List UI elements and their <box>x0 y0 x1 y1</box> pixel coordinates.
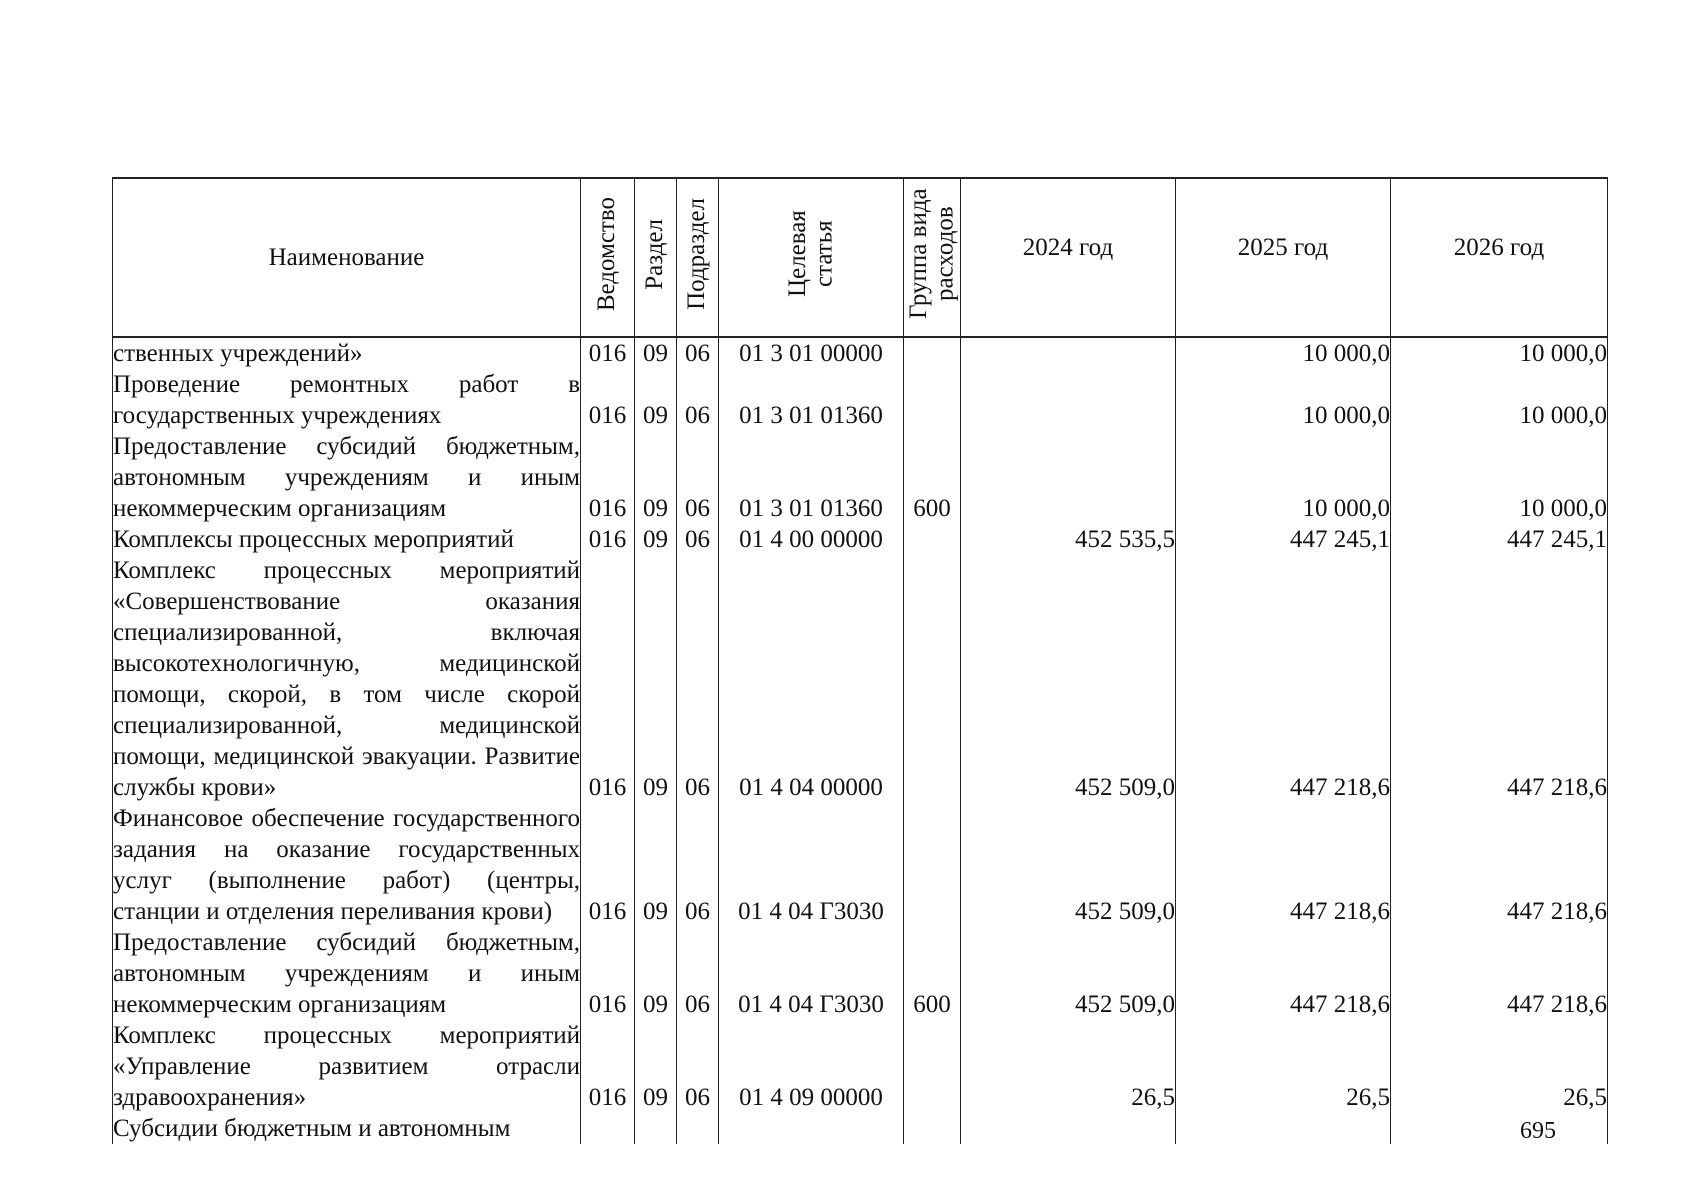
row-dept: 016 <box>581 803 635 927</box>
header-2025: 2025 год <box>1176 178 1391 337</box>
row-group <box>904 337 961 369</box>
row-dept: 016 <box>581 524 635 555</box>
row-target: 01 4 09 00000 <box>719 1020 904 1113</box>
header-dept: Ведомство <box>581 178 635 337</box>
row-group <box>904 1020 961 1113</box>
row-value-2026: 447 218,6 <box>1391 803 1608 927</box>
row-value-2025: 26,5 <box>1176 1020 1391 1113</box>
row-dept: 016 <box>581 431 635 524</box>
row-value-2024 <box>961 431 1176 524</box>
row-subsection: 06 <box>677 927 719 1020</box>
row-group <box>904 524 961 555</box>
row-name: Субсидии бюджетным и автономным <box>113 1113 581 1144</box>
row-value-2024: 452 535,5 <box>961 524 1176 555</box>
row-group <box>904 803 961 927</box>
table-row <box>113 524 1608 555</box>
row-target: 01 3 01 01360 <box>719 431 904 524</box>
row-target <box>719 1113 904 1144</box>
row-target: 01 4 00 00000 <box>719 524 904 555</box>
row-value-2026: 447 218,6 <box>1391 555 1608 803</box>
row-group <box>904 555 961 803</box>
row-value-2025: 10 000,0 <box>1176 369 1391 431</box>
header-name: Наименование <box>113 178 581 337</box>
row-section: 09 <box>635 803 677 927</box>
row-target: 01 4 04 Г3030 <box>719 803 904 927</box>
row-value-2025: 10 000,0 <box>1176 337 1391 369</box>
row-name: ственных учреждений» <box>113 337 581 369</box>
row-name: Проведение ремонтных работ в государственных учреждениях <box>113 371 580 429</box>
header-2026: 2026 год <box>1391 178 1608 337</box>
row-value-2025: 447 218,6 <box>1176 555 1391 803</box>
row-section: 09 <box>635 1020 677 1113</box>
row-value-2026: 10 000,0 <box>1391 431 1608 524</box>
row-subsection: 06 <box>677 1020 719 1113</box>
header-subsection: Подраздел <box>677 178 719 337</box>
table-row <box>113 1113 1608 1144</box>
row-name: Предоставление субсидий бюджетным, автономным учреждениям и иным некоммерческим организациям <box>113 433 580 522</box>
row-subsection: 06 <box>677 555 719 803</box>
row-value-2026: 447 218,6 <box>1391 927 1608 1020</box>
row-value-2026: 26,5 <box>1391 1020 1608 1113</box>
row-name: Комплексы процессных мероприятий <box>113 524 581 555</box>
row-dept: 016 <box>581 927 635 1020</box>
table-row <box>113 431 1608 524</box>
row-target: 01 3 01 00000 <box>719 337 904 369</box>
row-value-2025: 10 000,0 <box>1176 431 1391 524</box>
row-section: 09 <box>635 524 677 555</box>
row-dept: 016 <box>581 555 635 803</box>
row-dept: 016 <box>581 337 635 369</box>
table-row <box>113 369 1608 431</box>
row-section: 09 <box>635 431 677 524</box>
row-value-2024: 26,5 <box>961 1020 1176 1113</box>
row-target: 01 3 01 01360 <box>719 369 904 431</box>
row-value-2025: 447 245,1 <box>1176 524 1391 555</box>
row-subsection: 06 <box>677 803 719 927</box>
row-dept <box>581 1113 635 1144</box>
row-value-2026: 10 000,0 <box>1391 337 1608 369</box>
row-section: 09 <box>635 555 677 803</box>
header-2024: 2024 год <box>961 178 1176 337</box>
row-value-2025: 447 218,6 <box>1176 803 1391 927</box>
row-value-2024 <box>961 337 1176 369</box>
row-name: Комплекс процессных мероприятий «Управление развитием отрасли здравоохранения» <box>113 1022 580 1111</box>
row-group <box>904 369 961 431</box>
row-value-2025: 447 218,6 <box>1176 927 1391 1020</box>
row-group: 600 <box>904 431 961 524</box>
row-section: 09 <box>635 337 677 369</box>
row-value-2026 <box>1391 1113 1608 1144</box>
header-group: Группа вида расходов <box>904 178 961 337</box>
row-section: 09 <box>635 369 677 431</box>
row-value-2026: 10 000,0 <box>1391 369 1608 431</box>
row-subsection: 06 <box>677 369 719 431</box>
row-dept: 016 <box>581 369 635 431</box>
header-section: Раздел <box>635 178 677 337</box>
page-number: 695 <box>1520 1118 1556 1144</box>
row-subsection: 06 <box>677 337 719 369</box>
row-section: 09 <box>635 927 677 1020</box>
row-group <box>904 1113 961 1144</box>
row-value-2024 <box>961 1113 1176 1144</box>
row-name: Финансовое обеспечение государственного задания на оказание государственных услуг (выполнение работ) (центры, станции и отделения переливания крови) <box>113 805 580 925</box>
table-row <box>113 803 1608 927</box>
row-value-2024: 452 509,0 <box>961 927 1176 1020</box>
row-target: 01 4 04 Г3030 <box>719 927 904 1020</box>
row-subsection <box>677 1113 719 1144</box>
budget-table <box>112 177 1608 1144</box>
header-target: Целевая статья <box>719 178 904 337</box>
row-name: Предоставление субсидий бюджетным, автономным учреждениям и иным некоммерческим организациям <box>113 929 580 1018</box>
row-subsection: 06 <box>677 524 719 555</box>
row-section <box>635 1113 677 1144</box>
table-row <box>113 1020 1608 1113</box>
table-row <box>113 555 1608 803</box>
row-name: Комплекс процессных мероприятий «Совершенствование оказания специализированной, включая высокотехнологичную, медицинской помощи, скорой, в том числе скорой специализированной, медицинской помощи, медицинской эвакуации. Развитие службы крови» <box>113 557 580 801</box>
row-group: 600 <box>904 927 961 1020</box>
row-value-2024 <box>961 369 1176 431</box>
table-header-row <box>113 178 1608 337</box>
row-value-2025 <box>1176 1113 1391 1144</box>
table-row <box>113 337 1608 369</box>
row-value-2024: 452 509,0 <box>961 803 1176 927</box>
row-target: 01 4 04 00000 <box>719 555 904 803</box>
row-value-2024: 452 509,0 <box>961 555 1176 803</box>
table-row <box>113 927 1608 1020</box>
row-subsection: 06 <box>677 431 719 524</box>
row-value-2026: 447 245,1 <box>1391 524 1608 555</box>
row-dept: 016 <box>581 1020 635 1113</box>
